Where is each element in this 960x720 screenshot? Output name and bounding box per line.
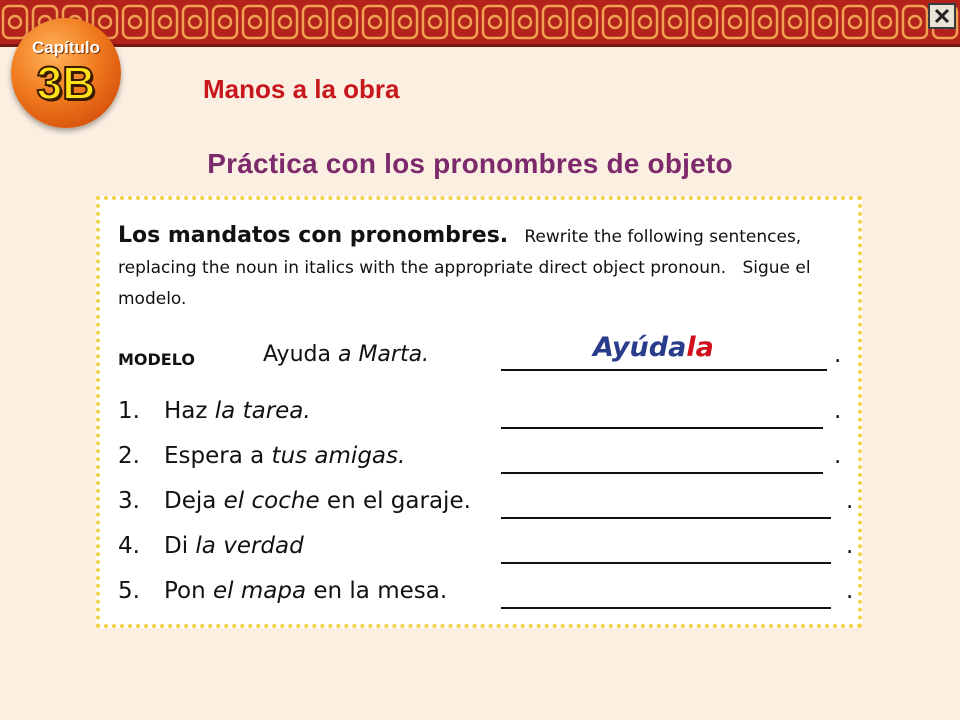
- exercise-box: [96, 196, 862, 628]
- border-spiral: [759, 16, 771, 28]
- badge-label: Capítulo: [32, 38, 100, 57]
- border-spiral: [369, 16, 381, 28]
- border-spiral: [789, 16, 801, 28]
- answer-blank[interactable]: [501, 580, 831, 609]
- border-spiral: [9, 16, 21, 28]
- chapter-number: 3B: [36, 57, 96, 109]
- border-ornament: [753, 6, 777, 38]
- border-ornament: [633, 6, 657, 38]
- item-sentence: Di la verdad: [164, 533, 304, 559]
- answer-blank[interactable]: [501, 400, 823, 429]
- exercise-item: [118, 398, 858, 434]
- border-spiral: [729, 16, 741, 28]
- border-spiral: [489, 16, 501, 28]
- instruction-text-es: Sigue el modelo.: [118, 258, 811, 309]
- item-period: .: [846, 533, 854, 559]
- item-sentence: Espera a tus amigas.: [164, 443, 406, 469]
- border-spiral: [399, 16, 411, 28]
- item-period: .: [846, 488, 854, 514]
- border-ornament: [573, 6, 597, 38]
- border-ornament: [693, 6, 717, 38]
- border-ornament: [153, 6, 177, 38]
- border-spiral: [99, 16, 111, 28]
- exercise-item: [118, 578, 858, 614]
- answer-blank[interactable]: [501, 490, 831, 519]
- border-spiral: [549, 16, 561, 28]
- border-ornament: [363, 6, 387, 38]
- pronoun-highlight: la: [686, 332, 714, 363]
- border-spiral: [669, 16, 681, 28]
- border-spiral: [279, 16, 291, 28]
- border-spiral: [639, 16, 651, 28]
- modelo-answer: Ayúdala: [593, 332, 714, 363]
- border-spiral: [849, 16, 861, 28]
- border-ornament-pattern: [0, 0, 960, 44]
- border-ornament: [513, 6, 537, 38]
- decorative-header-border: [0, 0, 960, 47]
- answer-blank[interactable]: [501, 535, 831, 564]
- border-ornament: [783, 6, 807, 38]
- border-ornament: [873, 6, 897, 38]
- item-period: .: [834, 398, 842, 424]
- border-spiral: [309, 16, 321, 28]
- border-ornament: [453, 6, 477, 38]
- border-ornament: [273, 6, 297, 38]
- border-spiral: [429, 16, 441, 28]
- border-ornament: [903, 6, 927, 38]
- border-ornament: [603, 6, 627, 38]
- border-ornament: [3, 6, 27, 38]
- border-ornament: [663, 6, 687, 38]
- item-period: .: [834, 443, 842, 469]
- instruction-text: Rewrite the following sentences, replacing the noun in italics with the appropriate direct object pronoun.: [118, 227, 802, 278]
- exercise-instructions: [118, 220, 838, 315]
- border-spiral: [339, 16, 351, 28]
- border-spiral: [189, 16, 201, 28]
- modelo-label: MODELO: [118, 350, 195, 369]
- modelo-period: .: [834, 342, 842, 368]
- border-spiral: [519, 16, 531, 28]
- border-ornament: [423, 6, 447, 38]
- modelo-answer-line: [501, 332, 827, 371]
- border-ornament: [123, 6, 147, 38]
- border-ornament: [243, 6, 267, 38]
- modelo-row: [118, 332, 858, 376]
- item-number: 2.: [118, 443, 140, 469]
- border-spiral: [249, 16, 261, 28]
- item-sentence: Pon el mapa en la mesa.: [164, 578, 448, 604]
- section-title: Manos a la obra: [203, 74, 400, 104]
- modelo-sentence: Ayuda a Marta.: [263, 342, 430, 367]
- border-ornament: [723, 6, 747, 38]
- page-title: Práctica con los pronombres de objeto: [207, 148, 733, 179]
- item-sentence: Haz la tarea.: [164, 398, 311, 424]
- item-number: 3.: [118, 488, 140, 514]
- border-ornament: [393, 6, 417, 38]
- border-ornament: [543, 6, 567, 38]
- exercise-heading: Los mandatos con pronombres.: [118, 223, 509, 248]
- item-period: .: [846, 578, 854, 604]
- border-spiral: [609, 16, 621, 28]
- exercise-item: [118, 443, 858, 479]
- border-ornament: [303, 6, 327, 38]
- border-ornament: [213, 6, 237, 38]
- item-sentence: Deja el coche en el garaje.: [164, 488, 471, 514]
- close-icon[interactable]: [928, 3, 956, 29]
- border-spiral: [819, 16, 831, 28]
- border-ornament: [813, 6, 837, 38]
- border-spiral: [219, 16, 231, 28]
- chapter-badge: [11, 18, 121, 128]
- border-spiral: [129, 16, 141, 28]
- item-number: 5.: [118, 578, 140, 604]
- exercise-item: [118, 533, 858, 569]
- border-spiral: [909, 16, 921, 28]
- border-ornament: [843, 6, 867, 38]
- border-ornament: [183, 6, 207, 38]
- border-spiral: [459, 16, 471, 28]
- border-spiral: [879, 16, 891, 28]
- item-number: 4.: [118, 533, 140, 559]
- border-ornament: [333, 6, 357, 38]
- item-number: 1.: [118, 398, 140, 424]
- border-spiral: [579, 16, 591, 28]
- border-ornament: [483, 6, 507, 38]
- border-spiral: [159, 16, 171, 28]
- exercise-item: [118, 488, 858, 524]
- border-spiral: [699, 16, 711, 28]
- answer-blank[interactable]: [501, 445, 823, 474]
